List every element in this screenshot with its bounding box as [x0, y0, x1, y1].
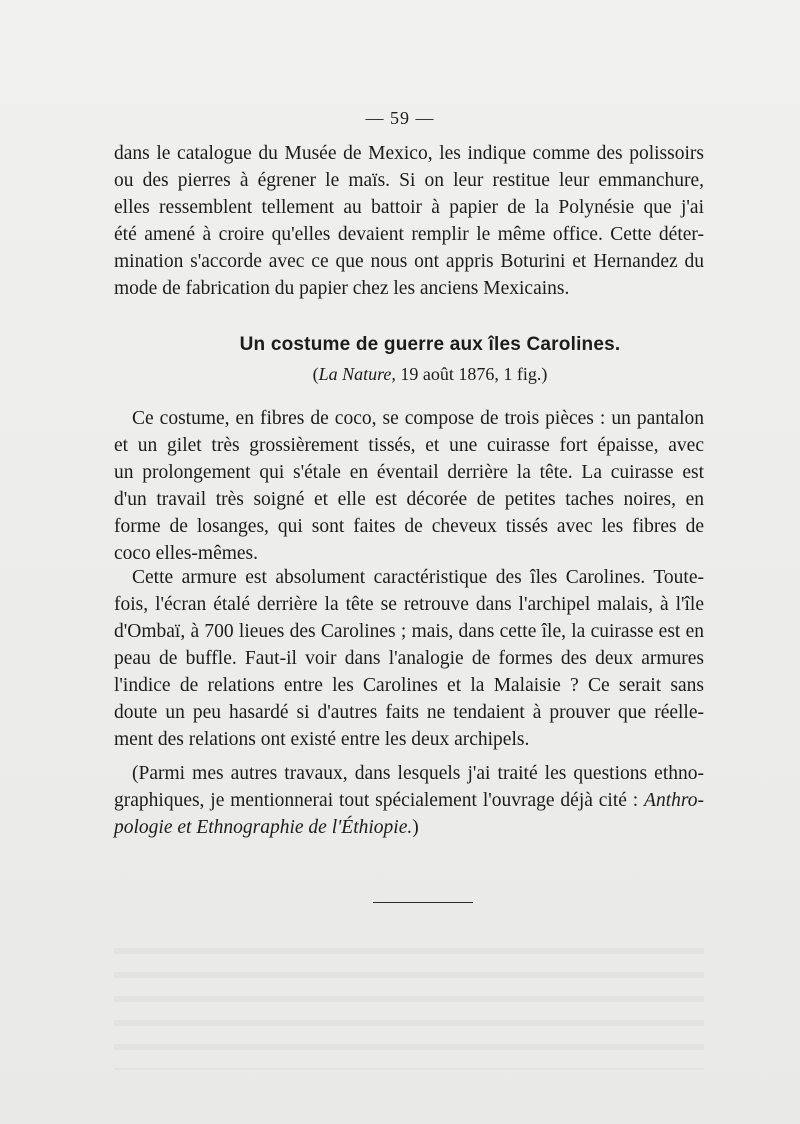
text-line: d'Ombaï, à 700 lieues des Carolines ; mais, dans cette île, la cuirasse est en [114, 621, 704, 642]
text-line: mination s'accorde avec ce que nous ont appris Boturini et Hernandez du [114, 251, 704, 272]
intro-paragraph [114, 140, 704, 302]
text-line: ment des relations ont existé entre les deux archipels. [114, 729, 530, 750]
text-line: doute un peu hasardé si d'autres faits ne tendaient à prouver que réelle- [114, 702, 704, 723]
text-line: (Parmi mes autres travaux, dans lesquels j'ai traité les questions ethno- [132, 763, 704, 784]
text-line: Cette armure est absolument caractéristique des îles Carolines. Toute- [132, 567, 704, 588]
text-line: d'un travail très soigné et elle est décorée de petites taches noires, en [114, 489, 704, 510]
source-date: 19 août 1876, 1 fig.) [395, 364, 548, 384]
text-line: un prolongement qui s'étale en éventail derrière la tête. La cuirasse est [114, 462, 704, 483]
text-line: et un gilet très grossièrement tissés, et une cuirasse fort épaisse, avec [114, 435, 704, 456]
text-line: coco elles-mêmes. [114, 543, 259, 564]
text-line: mode de fabrication du papier chez les anciens Mexicains. [114, 278, 570, 299]
text-line: dans le catalogue du Musée de Mexico, les indique comme des polissoirs [114, 143, 704, 164]
text-line [114, 787, 704, 814]
source-prefix: ( [312, 364, 319, 384]
text-line: l'indice de relations entre les Carolines et la Malaisie ? Ce serait sans [114, 675, 704, 696]
text-line: fois, l'écran étalé derrière la tête se retrouve dans l'archipel malais, à l'île [114, 594, 704, 615]
text-line: forme de losanges, qui sont faites de cheveux tissés avec les fibres de [114, 516, 704, 537]
text-plain: ) [412, 817, 419, 838]
text-line: Ce costume, en fibres de coco, se compose de trois pièces : un pantalon [132, 408, 704, 429]
section-title: Un costume de guerre aux îles Carolines. [239, 334, 621, 355]
show-through-texture [114, 930, 704, 1070]
costume-paragraph [114, 405, 704, 567]
text-line: ou des pierres à égrener le maïs. Si on leur restitue leur emmanchure, [114, 170, 704, 191]
text-italic: Anthro- [644, 790, 704, 811]
page-number: — 59 — [365, 108, 435, 128]
text-italic: pologie et Ethnographie de l'Éthiopie. [114, 817, 413, 838]
text-line: elles ressemblent tellement au battoir à papier de la Polynésie que j'ai [114, 197, 704, 218]
section-separator [373, 902, 473, 903]
source-journal: La Nature, [318, 364, 396, 384]
section-source [0, 364, 800, 385]
parmi-paragraph [114, 760, 704, 841]
armure-paragraph [114, 564, 704, 753]
text-line: été amené à croire qu'elles devaient remplir le même office. Cette déter- [114, 224, 704, 245]
text-plain: graphiques, je mentionnerai tout spécialement l'ouvrage déjà cité : [114, 790, 645, 811]
text-line [114, 814, 704, 841]
text-line: peau de buffle. Faut-il voir dans l'analogie de formes des deux armures [114, 648, 704, 669]
